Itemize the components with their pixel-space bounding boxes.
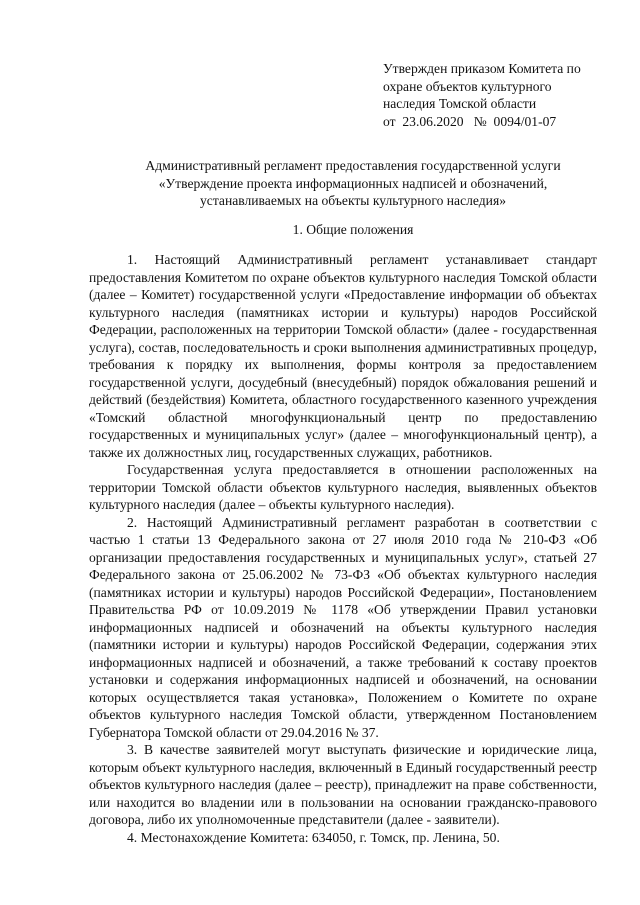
title-line-3: устанавливаемых на объекты культурного наследия» [199,193,506,208]
approval-line-3: наследия Томской области [383,96,537,111]
paragraph-2: Государственная услуга предоставляется в отношении расположенных на территории Томской области объектов культурного наследия, выявленных объектов культурного наследия (далее – объекты культурного наследия). [89,462,597,512]
approval-line-1: Утвержден приказом Комитета по [383,61,581,76]
section-heading: 1. Общие положения [292,222,414,237]
paragraph-5: 4. Местонахождение Комитета: 634050, г. Томск, пр. Ленина, 50. [127,829,500,845]
approval-stamp [383,60,633,130]
paragraph-3: 2. Настоящий Административный регламент разработан в соответствии с частью 1 статьи 13 Федерального закона от 27 июля 2010 года № 210-ФЗ «Об организации предоставления государственных и муниципальных услуг», статьей 27 Федерального закона от 25.06.2002 № 73-ФЗ «Об объектах культурного наследия (памятниках истории и культуры) народов Российской Федерации», Постановлением Правительства РФ от 10.09.2019 № 1178 «Об утверждении Правил установки информационных надписей и обозначений на объекты культурного наследия (памятники истории и культуры) народов Российской Федерации, содержания этих информационных надписей и обозначений, а также требований к составу проектов установки и содержания информационных надписей и обозначений, на основании которых осуществляется такая установка», Положением о Комитете по охране объектов культурного наследия Томской области, утвержденном Постановлением Губернатора Томской области от 29.04.2016 № 37. [89,514,597,740]
paragraph-4: 3. В качестве заявителей могут выступать физические и юридические лица, которым объект культурного наследия, включенный в Единый государственный реестр объектов культурного наследия (далее – реестр), принадлежит на праве собственности, или находится во владении или в пользовании на основании гражданско-правового договора, либо их уполномоченные представители (далее - заявители). [89,742,597,827]
approval-number: 0094/01-07 [493,113,557,129]
paragraph-1: 1. Настоящий Административный регламент устанавливает стандарт предоставления Комитетом по охране объектов культурного наследия Томской области (далее – Комитет) государственной услуги «Предоставление информации об объектах культурного наследия (памятниках истории и культуры) народов Российской Федерации, расположенных на территории Томской области» (далее - государственная услуга), состав, последовательность и сроки выполнения административных процедур, требования к порядку их выполнения, формы контроля за предоставлением государственной услуги, досудебный (внесудебный) порядок обжалования решений и действий (бездействия) Комитета, областного государственного казенного учреждения «Томский областной многофункциональный центр по предоставлению государственных и муниципальных услуг» (далее – многофункциональный центр), а также их должностных лиц, государственных служащих, работников. [89,252,597,460]
title-line-1: Административный регламент предоставления государственной услуги [145,158,561,173]
document-title [88,157,618,210]
title-line-2: «Утверждение проекта информационных надписей и обозначений, [158,175,548,191]
approval-date: 23.06.2020 [402,113,464,129]
approval-date-line [383,113,633,131]
document-body [89,251,597,846]
approval-number-sign: № [473,113,487,129]
approval-line-2: охране объектов культурного [383,78,552,94]
approval-date-prefix: от [383,113,396,129]
